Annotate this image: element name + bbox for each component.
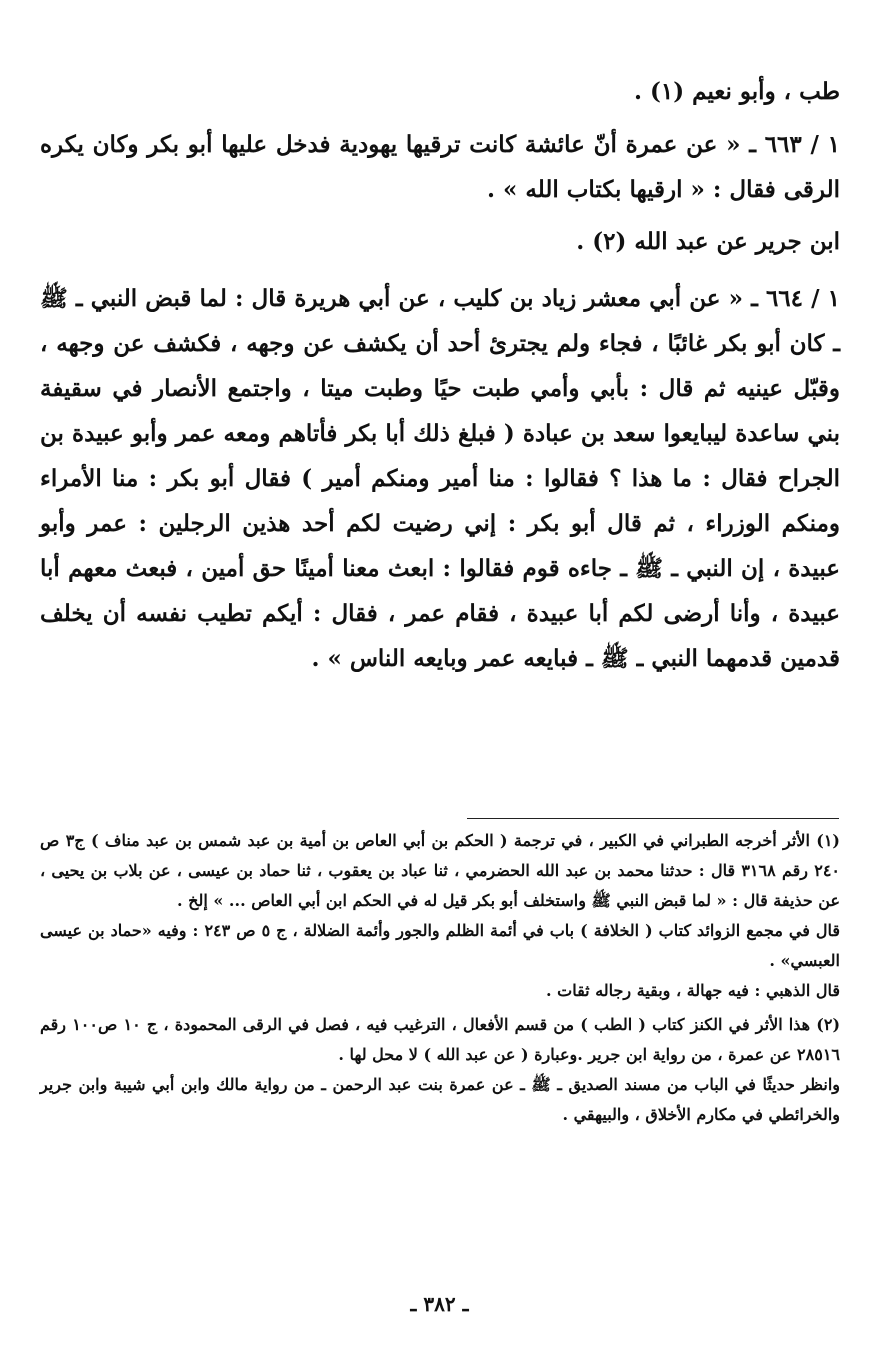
- footnote-1-dhahabi: قال الذهبي : فيه جهالة ، وبقية رجاله ثقات .: [546, 981, 840, 1000]
- continuation-line: طب ، وأبو نعيم (١) .: [633, 78, 840, 105]
- footnote-1: (١) الأثر أخرجه الطبراني في الكبير ، في ترجمة ( الحكم بن أبي العاص بن أمية بن عبد شمس بن عبد مناف ) ج٣ ص ٢٤٠ رقم ٣١٦٨ قال : حدثنا محمد بن عبد الله الحضرمي ، ثنا عباد بن يعقوب ، ثنا حماد بن عيسى ، عن بلاب بن يحيى ، عن حذيفة قال : « لما قبض النبي ﷺ واستخلف أبو بكر قيل له في الحكم ابن أبي العاص ... » إلخ .: [40, 831, 840, 910]
- footnote-2: (٢) هذا الأثر في الكنز كتاب ( الطب ) من قسم الأفعال ، الترغيب فيه ، فصل في الرقى المحمودة ، ج ١٠ ص١٠٠ رقم ٢٨٥١٦ عن عمرة ، من رواية ابن جرير .وعبارة ( عن عبد الله ) لا محل لها .: [40, 1015, 841, 1064]
- hadith-664: ١ / ٦٦٤ ـ « عن أبي معشر زياد بن كليب ، عن أبي هريرة قال : لما قبض النبي ـ ﷺ ـ كان أبو بكر غائبًا ، فجاء ولم يجترئ أحد أن يكشف عن وجهه ، فكشف عن وجهه ، وقبّل عينيه ثم قال : بأبي وأمي طبت حيًا وطبت ميتا ، واجتمع الأنصار في سقيفة بني ساعدة ليبايعوا سعد بن عبادة ( فبلغ ذلك أبا بكر فأتاهم ومعه عمر وأبو عبيدة بن الجراح فقال : ما هذا ؟ فقالوا : منا أمير ومنكم أمير ) فقال أبو بكر : منا الأمراء ومنكم الوزراء ، ثم قال أبو بكر : إني رضيت لكم أحد هذين الرجلين : عمر وأبو عبيدة ، إن النبي ـ ﷺ ـ جاءه قوم فقالوا : ابعث معنا أمينًا حق أمين ، فبعث معهم أبا عبيدة ، وأنا أرضى لكم أبا عبيدة ، فقام عمر ، فقال : أيكم تطيب نفسه أن يخلف قدمين قدمهما النبي ـ ﷺ ـ فبايعه عمر وبايعه الناس » .: [40, 285, 840, 672]
- main-text: [40, 70, 840, 681]
- hadith-663: ١ / ٦٦٣ ـ « عن عمرة أنّ عائشة كانت ترقيها يهودية فدخل عليها أبو بكر وكان يكره الرقى فقال : « ارقيها بكتاب الله » .: [40, 131, 840, 203]
- page-number: ـ ٣٨٢ ـ: [410, 1292, 469, 1316]
- source-line-663: ابن جرير عن عبد الله (٢) .: [576, 228, 840, 255]
- footnotes: [40, 826, 840, 1130]
- footnote-2-see-also: وانظر حديثًا في الباب من مسند الصديق ـ ﷺ ـ عن عمرة بنت عبد الرحمن ـ من رواية مالك وابن أبي شيبة وابن جرير والخرائطي في مكارم الأخلاق ، والبيهقي .: [40, 1075, 841, 1124]
- footnote-1-majma: قال في مجمع الزوائد كتاب ( الخلافة ) باب في أئمة الظلم والجور وأئمة الضلالة ، ج ٥ ص ٢٤٣ : وفيه «حماد بن عيسى العبسي» .: [40, 921, 841, 970]
- footnote-divider: [467, 818, 839, 819]
